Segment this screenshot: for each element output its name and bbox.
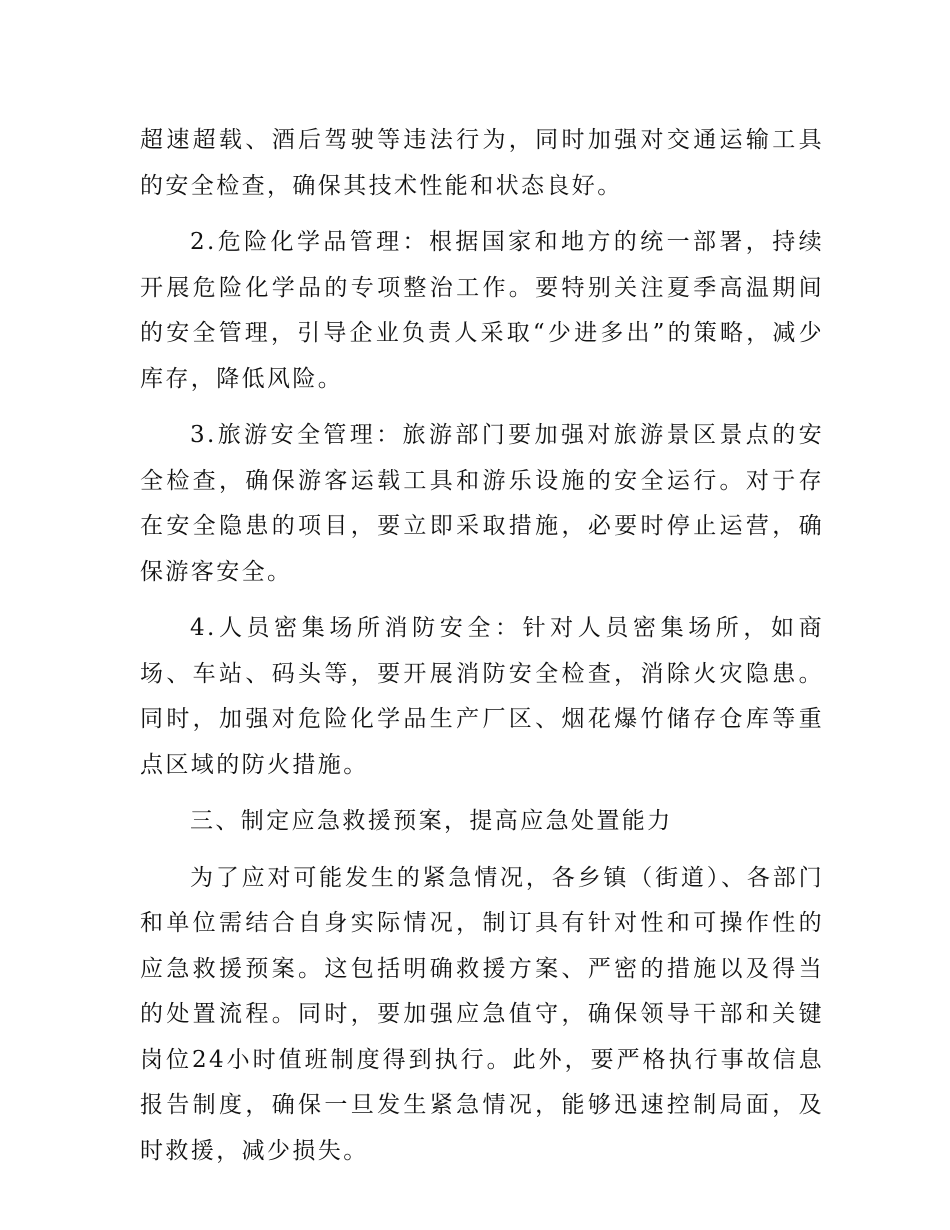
- paragraph-continuation: 超速超载、酒后驾驶等违法行为，同时加强对交通运输工具的安全检查，确保其技术性能和状态良好。: [140, 127, 824, 199]
- paragraph-emergency-plan: 为了应对可能发生的紧急情况，各乡镇（街道）、各部门和单位需结合自身实际情况，制订具有针对性和可操作性的应急救援预案。这包括明确救援方案、严密的措施以及得当的处置流程。同时，要加强应急值守，确保领导干部和关键岗位24小时值班制度得到执行。此外，要严格执行事故信息报告制度，确保一旦发生紧急情况，能够迅速控制局面，及时救援，减少损失。: [140, 864, 824, 1164]
- section-heading-emergency-plan: 三、制定应急救援预案，提高应急处置能力: [190, 808, 673, 834]
- paragraph-tourism-safety: 3.旅游安全管理：旅游部门要加强对旅游景区景点的安全检查，确保游客运载工具和游乐设施的安全运行。对于存在安全隐患的项目，要立即采取措施，必要时停止运营，确保游客安全。: [140, 422, 824, 585]
- paragraph-hazardous-chemicals: 2.危险化学品管理：根据国家和地方的统一部署，持续开展危险化学品的专项整治工作。要特别关注夏季高温期间的安全管理，引导企业负责人采取“少进多出”的策略，减少库存，降低风险。: [140, 229, 824, 392]
- paragraph-fire-safety: 4.人员密集场所消防安全：针对人员密集场所，如商场、车站、码头等，要开展消防安全检查，消除火灾隐患。同时，加强对危险化学品生产厂区、烟花爆竹储存仓库等重点区域的防火措施。: [140, 615, 824, 778]
- document-page: [140, 118, 824, 1185]
